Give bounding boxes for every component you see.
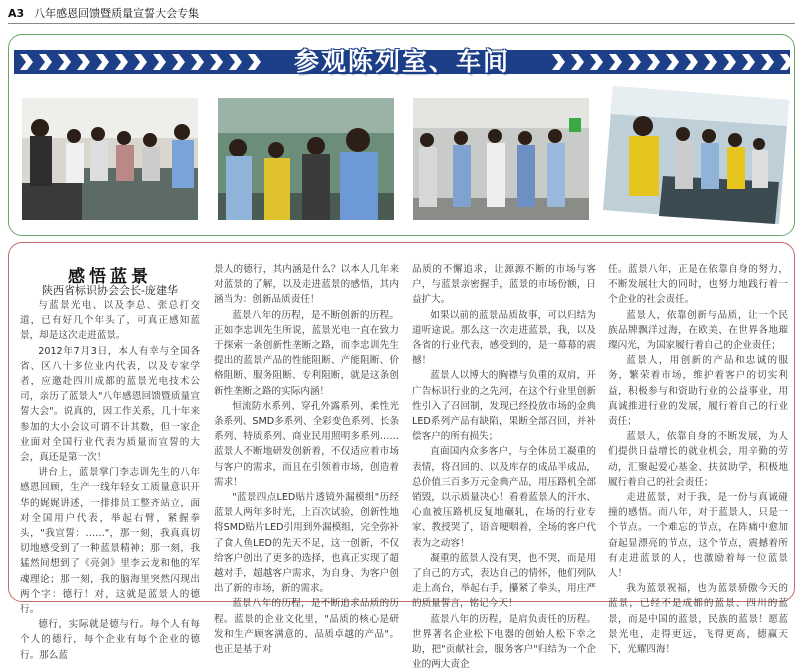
photo-factory-workers [218, 98, 394, 220]
paragraph: 我为蓝景祝福，也为蓝景骄傲今天的蓝景，已经不是成都的蓝景、四川的蓝景，而是中国的蓝景，民族的蓝景！愿蓝景光电，走得更远，飞得更高，德赢天下，光耀四海！ [608, 583, 788, 656]
paragraph: 与蓝景光电、以及李总、张总打交道，已有好几个年头了，可真正感知蓝景，却是这次走进蓝景。 [20, 300, 200, 342]
article-title: 感悟蓝景 [68, 267, 152, 287]
paragraph: "蓝景四点LED贴片透镜外漏模组"历经蓝景人两年多时光，上百次试验，创新性地将SMD贴片LED引用到外漏模组，完全弥补了食人鱼LED的先天不足，这一创新，不仅给客户创出了更多的选择，也真正实现了超越对手，超越客户需求，为自身、为客户创出了新的市场，新的需求。 [214, 492, 399, 595]
article-column-1 [20, 298, 200, 663]
banner-title: 参观陈列室、车间 [293, 47, 510, 76]
paragraph: 蓝景八年的历程，是肩负责任的历程。世界著名企业松下电器的创始人松下幸之助，把"贡献社会，服务客户"归结为一个企业的两大责企 [412, 613, 596, 671]
article-column-3 [412, 262, 596, 672]
page-number: A3 [8, 7, 25, 20]
photo-showroom-visit [22, 98, 198, 220]
paragraph: 任。蓝景八年，正是在依靠自身的努力，不断发展壮大的同时，也努力地践行着一个企业的社会责任。 [608, 264, 788, 306]
paragraph: 恒流防水系列、穿孔外露系列、柔性光条系列、SMD多系列、全彩变色系列、长条系列、特质系列、商业民用照明多系列……蓝景人不断地研发创新着，不仅适应着市场与客户的需求，而且在引领着市场，创造着需求！ [214, 400, 399, 488]
paragraph: 景人的德行，其内涵是什么？以本人几年来对蓝景的了解，以及走进蓝景的感悟，其内涵当为：创新品质责任！ [214, 264, 399, 306]
section-title: 八年感恩回馈暨质量宣誓大会专集 [34, 7, 200, 20]
paragraph: 蓝景人，用创新的产品和忠诚的服务，繁荣着市场，维护着客户的切实利益，积极参与和资助行业的公益事业，用真诚推进行业的发展，履行着自己的行业责任； [608, 355, 788, 428]
paragraph: 品质的不懈追求，让源源不断的市场与客户，与蓝景亲密握手，蓝景的市场份额，日益扩大。 [412, 264, 596, 306]
paragraph: 蓝景人以博大的胸襟与负重的双肩，开广告标识行业的之先河，在这个行业里创新性引入了召回制，发现已经投放市场的金典LED系列产品有缺陷，果断全部召回，并补偿客户的所有损失； [412, 370, 596, 443]
article-column-2 [214, 262, 399, 657]
paragraph: 德行，实际就是德与行。每个人有每个人的德行，每个企业有每个企业的德行。那么蓝 [20, 619, 200, 661]
paragraph: 如果以前的蓝景品质故事，可以归结为道听途说。那么这一次走进蓝景，我，以及各省的行业代表，感受到的，是一幕幕的震撼！ [412, 309, 596, 367]
paragraph: 凝重的蓝景人没有哭，也不哭，而是用了自己的方式，表达自己的情怀，他们列队走上高台，举起右手，攥紧了拳头，用庄严的质量誓言，铭记今天！ [412, 552, 596, 610]
paragraph: 蓝景人，依靠创新与品质，让一个民族品牌飘洋过海，在欧美、在世界各地璀璨闪光，为国家履行着自己的企业责任； [608, 309, 788, 352]
paragraph: 2012年7月3日，本人有幸与全国各省、区八十多位业内代表，以及专家学者，应邀赴四川成都的蓝景光电技术公司，亲历了蓝景人"八年感恩回馈暨质量宣誓大会"。说真的，因工作关系，几十年来参加的大小会议可谓不计其数，但一家企业面对全国行业代表为质量而宣誓的大会，真还是第一次！ [20, 345, 200, 464]
photo-production-line [603, 86, 789, 224]
section-banner [14, 40, 790, 84]
article-author: 陕西省标识协会会长-庞建华 [42, 284, 178, 297]
paragraph: 蓝景八年的历程，是不断追求品质的历程。蓝景的企业文化里，"品质的核心是研发和生产顾客满意的、品质卓越的产品"。也正是基于对 [214, 598, 399, 656]
article-column-4 [608, 262, 788, 657]
paragraph: 讲台上，蓝景掌门李志训先生的八年感恩回顾，生产一线年轻女工质量意识开华的娓娓讲述，一排排员工整齐站立，面对全国用户代表，举起右臂，紧握拳头，"我宣誓：……"，那一刻，我真真切切地感受到了一种蓝景精神；那一刻，我猛然间想到了《亮剑》里李云龙和他的军魂理论；那一刻，我的脑海里突然闪现出两个字：德行！对，这就是蓝景人的德行。 [20, 467, 200, 616]
paragraph: 直面国内众多客户，与全体员工凝重的表情，将召回的、以及库存的成品半成品，总价值三百多万元金典产品，用压路机全部销毁，以示质量决心！看着蓝景人的汗水、心血被压路机反复地碾轧，在场的行业专家、教授哭了，语音哽咽着，全场的客户代表为之动容！ [412, 446, 596, 549]
paragraph: 走进蓝景，对于我，是一份与真诚碰撞的感悟。而八年，对于蓝景人，只是一个节点。一个难忘的节点，在阵痛中愈加奋起显漂亮的节点，这个节点，震撼着所有走进蓝景的人，也激励着每一位蓝景人！ [608, 492, 788, 580]
photo-workshop-group [413, 98, 589, 220]
paragraph: 蓝景八年的历程，是不断创新的历程。正如李忠训先生所说，蓝景光电一直在致力于探索一条创新性垄断之路，而李忠训先生提出的蓝景产品的性能阻断、产能阻断、价格阻断、服务阻断、专利阻断，就是这条创新性垄断之路的实际内涵！ [214, 309, 399, 397]
page-header [8, 4, 795, 24]
paragraph: 蓝景人，依靠自身的不断发展，为人们提供日益增长的就业机会，用辛勤的劳动，汇聚起爱心基金、扶贫助学，积极地履行着自己的社会责任； [608, 431, 788, 488]
